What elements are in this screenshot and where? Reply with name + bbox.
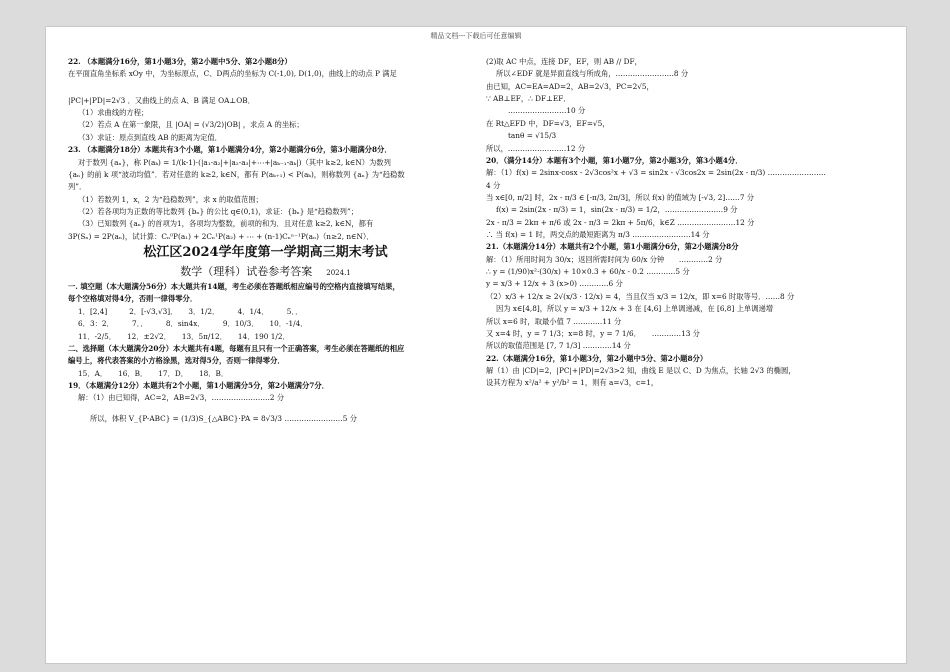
line-text: y = x/3 + 12/x + 3 (x>0) …………6 分 <box>486 279 623 289</box>
line-text: （2）x/3 + 12/x ≥ 2√(x/3 · 12/x) = 4，当且仅当 x/3 = 12/x，即 x=6 时取等号．……8 分 <box>486 291 795 301</box>
line-text: 所以，……………………12 分 <box>486 143 586 153</box>
line-text: 在平面直角坐标系 xOy 中，为坐标原点，C、D两点的坐标为 C(-1,0), D(1,0)，曲线上的动点 P 满足 <box>68 69 397 79</box>
line-text: 由已知，AC=EA=AD=2，AB=2√3，PC=2√5， <box>486 81 654 91</box>
line-text: 21.（本题满分14分）本题共有2个小题，第1小题满分6分，第2小题满分8分 <box>486 242 739 252</box>
line-text: f(x) = 2sin(2x - π/3) = 1，sin(2x - π/3) = 1/2，……………………9 分 <box>496 205 738 215</box>
line-text: 因为 x∈[4,8]，所以 y = x/3 + 12/x + 3 在 [4,6] 上单调递减，在 [6,8] 上单调递增 <box>496 304 774 314</box>
line-text: 11．-2/5． 12．±2√2． 13．5π/12． 14．190 1/2． <box>78 331 290 341</box>
right-text-line <box>486 119 886 129</box>
line-text: （1）若数列 1，x，2 为“趋稳数列”，求 x 的取值范围； <box>78 194 263 204</box>
line-text: （2）若点 A 在第一象限，且 |OA| = (√3/2)|OB| ，求点 A 的坐标； <box>78 120 304 130</box>
right-text-line <box>486 279 886 289</box>
right-text-line <box>486 292 886 302</box>
right-text-line <box>486 242 886 252</box>
line-text: 又 x=4 时，y = 7 1/3；x=8 时，y = 7 1/6． …………13 分 <box>486 328 700 338</box>
right-text-line <box>486 168 886 178</box>
line-text: （3）求证：原点到直线 AB 的距离为定值． <box>78 132 222 142</box>
right-text-line <box>486 366 886 376</box>
right-text-line <box>486 205 886 215</box>
line-text: 所以 x=6 时，取最小值 7 …………11 分 <box>486 316 622 326</box>
right-text-line <box>486 304 886 314</box>
line-text: 20．（满分14分）本题有3个小题，第1小题7分，第2小题3分，第3小题4分． <box>486 155 743 165</box>
left-text-line <box>68 170 463 180</box>
left-text-line <box>68 319 463 329</box>
left-text-line <box>68 57 463 67</box>
line-text: 设其方程为 x²/a² + y²/b² = 1，则有 a=√3，c=1， <box>486 378 659 388</box>
left-text-line <box>68 182 463 192</box>
right-text-line <box>486 106 886 116</box>
line-text: 1．[2,4] 2．[-√3,√3]． 3．1/2． 4．1/4． 5．． <box>78 306 303 316</box>
right-text-line <box>486 267 886 277</box>
left-text-line <box>68 69 463 79</box>
line-text: 23. （本题满分18分）本题共有3个小题，第1小题满分4分，第2小题满分6分，第3小题满分8分． <box>68 145 392 155</box>
line-text: |PC|+|PD|=2√3 ．又曲线上的点 A、B 满足 OA⊥OB． <box>68 95 255 105</box>
line-text: 所以，体积 V_{P-ABC} = (1/3)S_{△ABC}·PA = 8√3/3 ……………………5 分 <box>90 413 357 423</box>
right-text-line <box>486 156 886 166</box>
left-text-line <box>68 414 463 424</box>
line-text: 3P(Sₙ) = 2P(aₙ)，试计算：Cₙ⁰P(a₁) + 2Cₙ¹P(a₂) + ⋯ + (n-1)Cₙⁿ⁻¹P(aₙ)（n≥2, n∈N）． <box>68 231 374 241</box>
line-text: 编号上，将代表答案的小方格涂黑，选对得5分，否则一律得零分． <box>68 356 285 366</box>
right-text-line <box>486 329 886 339</box>
line-text: 列”． <box>68 182 87 192</box>
left-text-line <box>68 294 463 304</box>
line-text: 4 分 <box>486 180 501 190</box>
line-text: 每个空格填对得4分，否则一律得零分． <box>68 294 198 304</box>
right-text-line <box>486 354 886 364</box>
line-text: 解：（1）由已知得，AC=2，AB=2√3，……………………2 分 <box>78 393 285 403</box>
line-text: 22.（本题满分16分，第1小题3分，第2小题中5分、第2小题8分） <box>486 353 708 363</box>
left-text-line <box>68 393 463 403</box>
right-text-line <box>486 255 886 265</box>
right-text-line <box>486 193 886 203</box>
left-text-line <box>68 145 463 155</box>
page-header: 精品文档---下载后可任意编辑 <box>430 32 522 40</box>
right-text-line <box>486 57 886 67</box>
left-text-line <box>68 232 463 242</box>
line-text: {aₙ} 的前 k 项“波动均值”．若对任意的 k≥2, k∈N，都有 P(aₖ₊₁) < P(aₖ)，则称数列 {aₙ} 为“趋稳数 <box>68 169 405 179</box>
line-text: ……………………10 分 <box>508 106 586 116</box>
left-column <box>68 57 463 426</box>
line-text: ∵ AB⊥EF，∴ DF⊥EF． <box>486 94 571 104</box>
line-text: 解：（1）f(x) = 2sinx·cosx - 2√3cos²x + √3 = sin2x - √3cos2x = 2sin(2x - π/3) …………………… <box>486 168 826 178</box>
line-text: 15．A． 16．B． 17．D． 18．B． <box>78 368 229 378</box>
right-text-line <box>486 69 886 79</box>
right-text-line <box>486 82 886 92</box>
left-text-line <box>68 381 463 391</box>
line-text: 对于数列 {aₙ}，称 P(aₖ) = 1/(k-1)·(|a₁-a₂|+|a₂-a₃|+⋯+|aₖ₋₁-aₖ|)（其中 k≥2, k∈N）为数列 <box>78 157 391 167</box>
line-text: 解（1）由 |CD|=2，|PC|+|PD|=2√3>2 知，曲线 E 是以 C、D 为焦点，长轴 2√3 的椭圆， <box>486 365 796 375</box>
line-text: 19．（本题满分12分）本题共有2个小题，第1小题满分5分，第2小题满分7分． <box>68 380 329 390</box>
line-text: 所以的取值范围是 [7, 7 1/3] …………14 分 <box>486 341 631 351</box>
right-column <box>486 57 886 391</box>
left-text-line <box>68 82 463 94</box>
left-text-line <box>68 244 463 262</box>
line-text: 22. （本题满分16分，第1小题3分，第2小题中5分、第2小题8分） <box>68 57 292 66</box>
line-text: 在 Rt△EFD 中，DF=√3，EF=√5， <box>486 118 610 128</box>
answer-date: 2024.1 <box>326 269 351 278</box>
line-text: 一. 填空题（本大题满分56分）本大题共有14题，考生必须在答题纸相应编号的空格内直接填写结果， <box>68 282 400 292</box>
line-text: （3）已知数列 {aₙ} 的首项为1，各项均为整数，前项的和为．且对任意 k≥2, k∈N，都有 <box>78 219 374 229</box>
left-text-line <box>68 96 463 106</box>
right-text-line <box>486 341 886 351</box>
line-text: ∴ 当 f(x) = 1 时，两交点的最短距离为 π/3 ……………………14 分 <box>486 230 710 240</box>
line-text: tanθ = √15/3 <box>508 131 557 141</box>
right-text-line <box>486 230 886 240</box>
line-text: 当 x∈[0, π/2] 时，2x - π/3 ∈ [-π/3, 2π/3]，所以 f(x) 的值域为 [-√3, 2]……7 分 <box>486 192 755 202</box>
left-text-line <box>68 120 463 130</box>
right-text-line <box>486 218 886 228</box>
left-text-line <box>68 307 463 317</box>
line-text: （1）求曲线的方程； <box>78 108 149 118</box>
right-text-line <box>486 131 886 141</box>
right-text-line <box>486 378 886 388</box>
line-text: 2x - π/3 = 2kπ + π/6 或 2x - π/3 = 2kπ + 5π/6，k∈Z ……………………12 分 <box>486 217 755 227</box>
line-text: 松江区2024学年度第一学期高三期末考试 <box>143 245 388 261</box>
line-text: 二、选择题（本大题满分20分）本大题共有4题，每题有且只有一个正确答案，考生必须在答题纸的相应 <box>68 343 405 353</box>
line-text: 6．3：2． 7．． 8．sin4x． 9．10/3． 10．-1/4． <box>78 319 308 329</box>
line-text: 数学（理科）试卷参考答案 <box>180 265 313 279</box>
left-text-line <box>68 207 463 217</box>
line-text: （2）若各项均为正数的等比数列 {bₙ} 的公比 q∈(0,1)，求证：{bₙ} 是“趋稳数列”； <box>78 206 358 216</box>
left-text-line <box>68 219 463 229</box>
right-text-line <box>486 144 886 154</box>
line-text: 所以∠EDF 就是异面直线与所成角，……………………8 分 <box>496 69 689 79</box>
left-text-line <box>68 133 463 143</box>
left-text-line <box>68 108 463 118</box>
line-text: ∴ y = (1/90)x²·(30/x) + 10×0.3 + 60/x - 0.2 …………5 分 <box>486 267 690 277</box>
right-text-line <box>486 181 886 191</box>
right-text-line <box>486 317 886 327</box>
left-text-line <box>68 406 463 412</box>
right-text-line <box>486 94 886 104</box>
left-text-line <box>68 369 463 379</box>
line-text: 解：（1）所用时间为 30/x；返回所需时间为 60/x 分钟 …………2 分 <box>486 254 723 264</box>
left-text-line <box>68 356 463 366</box>
left-text-line <box>68 344 463 354</box>
left-text-line <box>68 282 463 292</box>
left-text-line <box>68 158 463 168</box>
line-text: (2)取 AC 中点，连接 DF，EF，则 AB // DF， <box>486 57 642 66</box>
left-text-line <box>68 332 463 342</box>
left-text-line <box>68 264 463 280</box>
left-text-line <box>68 195 463 205</box>
document-page <box>45 26 907 664</box>
